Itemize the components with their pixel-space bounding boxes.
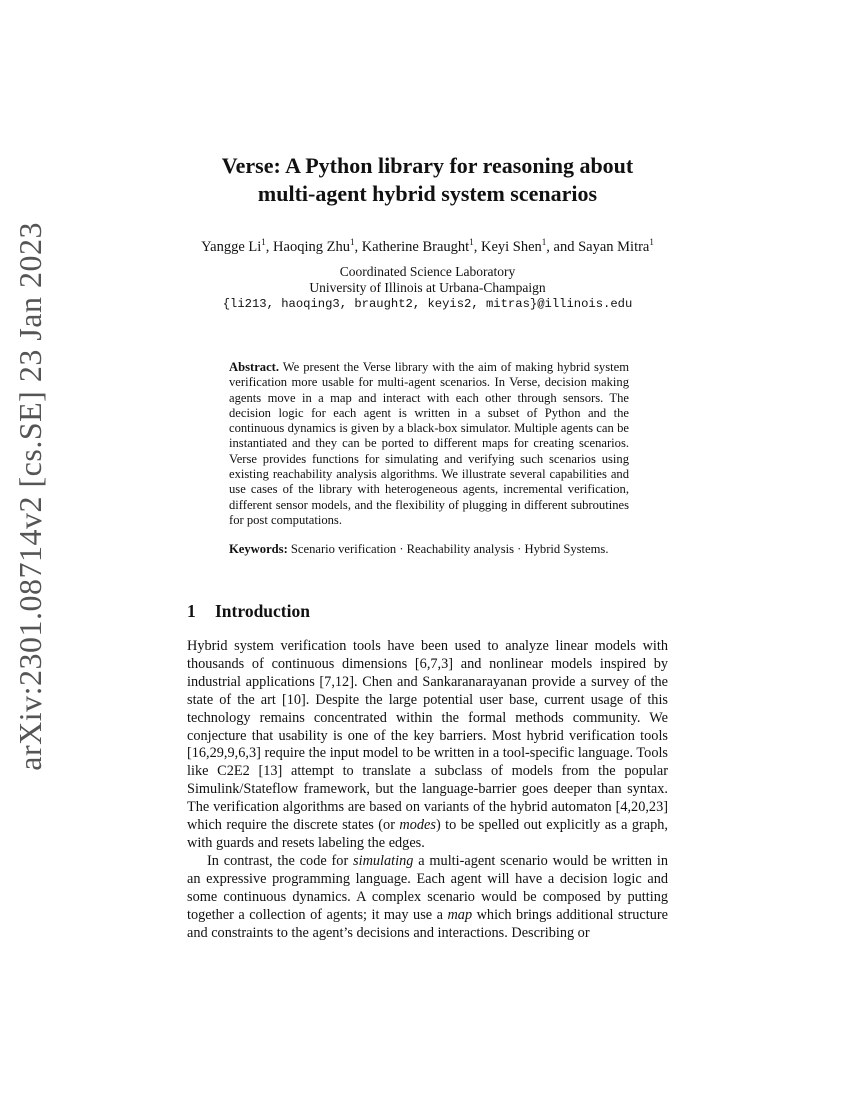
introduction-body bbox=[187, 638, 668, 942]
author-affiliation-mark: 1 bbox=[649, 237, 654, 247]
affiliation-block bbox=[180, 264, 675, 312]
keywords-label: Keywords: bbox=[229, 542, 288, 556]
abstract bbox=[229, 360, 629, 528]
intro-p2-emphasis-2: map bbox=[447, 906, 473, 923]
author-separator: , bbox=[265, 238, 274, 255]
arxiv-identifier-sidebar bbox=[0, 222, 60, 771]
intro-paragraph-1 bbox=[187, 638, 668, 853]
author-separator: , bbox=[354, 238, 362, 255]
author-name: Keyi Shen bbox=[480, 238, 542, 255]
author-name: Yangge Li bbox=[201, 238, 262, 255]
affiliation-university: University of Illinois at Urbana-Champaign bbox=[309, 280, 546, 295]
title-line-1: Verse: A Python library for reasoning about bbox=[221, 153, 634, 178]
author-name: Katherine Braught bbox=[361, 238, 470, 255]
keywords bbox=[229, 542, 629, 557]
author-emails: {li213, haoqing3, braught2, keyis2, mitras}@illinois.edu bbox=[222, 297, 633, 311]
keywords-text: Scenario verification · Reachability analysis · Hybrid Systems. bbox=[287, 542, 609, 556]
author-separator: , bbox=[473, 238, 481, 255]
author-separator: , and bbox=[546, 238, 579, 255]
abstract-label: Abstract. bbox=[229, 360, 280, 374]
section-title: Introduction bbox=[215, 601, 310, 621]
affiliation-lab: Coordinated Science Laboratory bbox=[339, 264, 516, 279]
intro-p2-emphasis-1: simulating bbox=[353, 852, 414, 869]
author-list bbox=[140, 232, 715, 257]
intro-p1-emphasis: modes bbox=[399, 817, 436, 834]
abstract-text: We present the Verse library with the aim of making hybrid system verification more usable for multi-agent scenarios. In Verse, decision making agents move in a map and interact with each other through sensors. The decision logic for each agent is written in a subset of Python and the continuous dynamics is given by a black-box simulator. Multiple agents can be instantiated and they can be ported to different maps for creating scenarios. Verse provides functions for simulating and verifying such scenarios using existing reachability analysis algorithms. We illustrate several capabilities and use cases of the library with heterogeneous agents, incremental verification, different sensor models, and the flexibility of plugging in different subroutines for post computations. bbox=[229, 360, 629, 527]
author-name: Haoqing Zhu bbox=[273, 238, 350, 255]
section-number: 1 bbox=[187, 601, 196, 621]
intro-p2-mid: a multi-agent scenario would be written in an expressive programming language. Each agent will have a decision logic and some continuous dynamics. A complex scenario would be composed by putting together a collection of agents; it may use a bbox=[187, 852, 668, 923]
intro-p2-start: In contrast, the code for bbox=[207, 852, 354, 869]
author-affiliation-mark: 1 bbox=[469, 237, 474, 247]
author-affiliation-mark: 1 bbox=[261, 237, 266, 247]
author-name: Sayan Mitra bbox=[578, 238, 650, 255]
title-line-2: multi-agent hybrid system scenarios bbox=[257, 181, 598, 206]
paper-title bbox=[160, 152, 695, 208]
intro-p1-text: Hybrid system verification tools have been used to analyze linear models with thousands of continuous dimensions [6,7,3] and nonlinear models inspired by industrial applications [7,12]. Chen and Sankaranarayanan provide a survey of the state of the art [10]. Despite the large potential user base, current usage of this technology remains concentrated within the formal methods community. We conjecture that usability is one of the key barriers. Most hybrid verification tools [16,29,9,6,3] require the input model to be written in a tool-specific language. Tools like C2E2 [13] attempt to translate a subclass of models from the popular Simulink/Stateflow framework, but the language-barrier goes deeper than syntax. The verification algorithms are based on variants of the hybrid automaton [4,20,23] which require the discrete states (or bbox=[187, 638, 668, 834]
intro-p1-end: ) to be spelled out explicitly as a graph, with guards and resets labeling the edges. bbox=[187, 817, 668, 851]
arxiv-id-text: arXiv:2301.08714v2 [cs.SE] 23 Jan 2023 bbox=[11, 222, 48, 771]
intro-p2-end: which brings additional structure and constraints to the agent’s decisions and interactions. Describing or bbox=[187, 906, 668, 941]
section-heading-introduction bbox=[187, 601, 310, 622]
author-affiliation-mark: 1 bbox=[349, 237, 355, 247]
intro-paragraph-2 bbox=[187, 853, 668, 943]
author-affiliation-mark: 1 bbox=[541, 237, 547, 247]
